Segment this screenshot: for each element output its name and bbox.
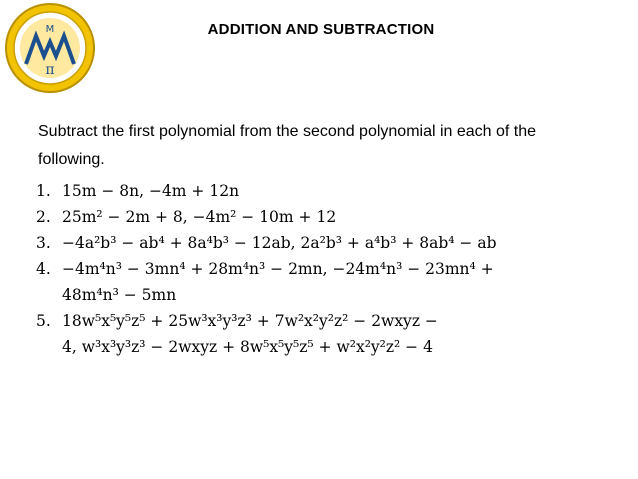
- problem-expression: [62, 256, 616, 308]
- problem-item: [36, 204, 616, 230]
- instruction-text: Subtract the first polynomial from the second polynomial in each of the following.: [38, 123, 537, 168]
- problem-item: [36, 256, 616, 308]
- expression-line: 18w⁵x⁵y⁵z⁵ + 25w³x³y³z³ + 7w²x²y²z² − 2wxyz −: [62, 312, 438, 330]
- problem-number: 1.: [36, 182, 51, 200]
- problem-item: [36, 308, 616, 360]
- logo-pi: π: [45, 62, 55, 78]
- problem-item: [36, 178, 616, 204]
- problem-expression: [62, 308, 616, 360]
- problem-expression: [62, 230, 616, 256]
- expression-line: 48m⁴n³ − 5mn: [62, 286, 177, 304]
- problem-list: [36, 178, 616, 360]
- problem-number: 3.: [36, 234, 51, 252]
- problem-expression: [62, 204, 616, 230]
- problem-number: 5.: [36, 312, 51, 330]
- problem-expression: [62, 178, 616, 204]
- problem-number: 4.: [36, 260, 51, 278]
- problem-item: [36, 230, 616, 256]
- logo-letter: M: [45, 24, 55, 35]
- expression-line: −4a²b³ − ab⁴ + 8a⁴b³ − 12ab, 2a²b³ + a⁴b³ + 8ab⁴ − ab: [62, 234, 497, 252]
- school-seal-logo: [4, 2, 96, 94]
- page-title: ADDITION AND SUBTRACTION: [207, 21, 435, 38]
- problem-number: 2.: [36, 208, 51, 226]
- expression-line: 25m² − 2m + 8, −4m² − 10m + 12: [62, 208, 337, 226]
- expression-line: 4, w³x³y³z³ − 2wxyz + 8w⁵x⁵y⁵z⁵ + w²x²y²z² − 4: [62, 338, 433, 356]
- expression-line: −4m⁴n³ − 3mn⁴ + 28m⁴n³ − 2mn, −24m⁴n³ − 23mn⁴ +: [62, 260, 494, 278]
- expression-line: 15m − 8n, −4m + 12n: [62, 182, 240, 200]
